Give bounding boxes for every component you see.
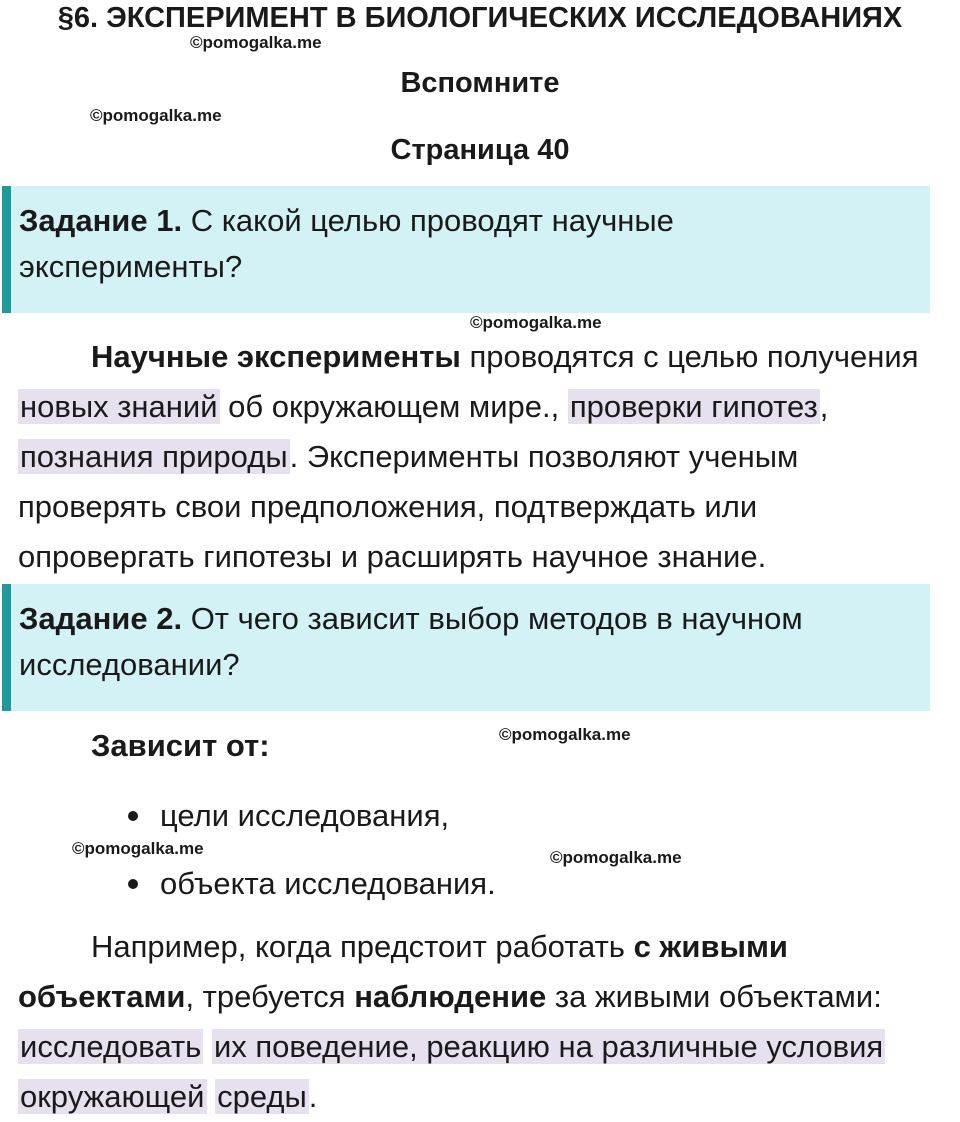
example-text: за живыми объектами: bbox=[546, 979, 882, 1014]
watermark: ©pomogalka.me bbox=[72, 839, 204, 858]
watermark: ©pomogalka.me bbox=[499, 725, 631, 744]
watermark: ©pomogalka.me bbox=[90, 106, 222, 125]
example-text: , требуется bbox=[185, 979, 355, 1014]
highlight: окружающей bbox=[20, 1079, 205, 1114]
highlight: проверки гипотез bbox=[569, 389, 818, 424]
answer-text: об окружающем мире., bbox=[219, 389, 568, 424]
task-1-question-box bbox=[2, 186, 930, 313]
highlight: новых знаний bbox=[20, 389, 218, 424]
section-subtitle: Вспомните bbox=[400, 67, 560, 99]
answer-text: проводятся с целью получения bbox=[460, 339, 919, 374]
task-2-question: От чего зависит выбор методов в научном bbox=[182, 601, 803, 636]
watermark: ©pomogalka.me bbox=[470, 313, 602, 332]
answer-text: . Эксперименты позволяют ученым bbox=[289, 439, 799, 474]
page-title: §6. ЭКСПЕРИМЕНТ В БИОЛОГИЧЕСКИХ ИССЛЕДОВАНИЯХ bbox=[57, 2, 903, 34]
highlight: познания природы bbox=[20, 439, 288, 474]
task-2-label: Задание 2. bbox=[19, 601, 183, 636]
watermark: ©pomogalka.me bbox=[190, 33, 322, 52]
task-1-question-cont: эксперименты? bbox=[19, 249, 243, 284]
answer-text: опровергать гипотезы и расширять научное знание. bbox=[18, 539, 767, 574]
bullet-icon bbox=[128, 879, 138, 889]
watermark: ©pomogalka.me bbox=[550, 848, 682, 867]
example-bold: с живыми bbox=[633, 929, 788, 964]
task-1-question: С какой целью проводят научные bbox=[182, 203, 674, 238]
task-2-question-box bbox=[2, 584, 930, 711]
task-1-label: Задание 1. bbox=[19, 203, 183, 238]
bullet-icon bbox=[128, 811, 138, 821]
highlight: исследовать bbox=[20, 1029, 202, 1064]
example-text: . bbox=[308, 1079, 318, 1114]
example-text: Например, когда предстоит работать bbox=[91, 929, 634, 964]
task-1-answer bbox=[18, 332, 958, 582]
list-item bbox=[128, 864, 496, 904]
list-item-text: цели исследования, bbox=[160, 798, 450, 833]
list-item-text: объекта исследования. bbox=[160, 866, 496, 901]
list-item bbox=[128, 796, 449, 836]
example-bold: объектами bbox=[18, 979, 186, 1014]
highlight: среды bbox=[217, 1079, 307, 1114]
depends-heading: Зависит от: bbox=[91, 728, 270, 763]
answer-text: проверять свои предположения, подтверждать или bbox=[18, 489, 758, 524]
page-number: Страница 40 bbox=[390, 134, 570, 166]
answer-text: , bbox=[819, 389, 829, 424]
task-2-question-cont: исследовании? bbox=[19, 647, 240, 682]
example-bold: наблюдение bbox=[354, 979, 547, 1014]
task-2-example bbox=[18, 922, 958, 1122]
answer-bold-term: Научные эксперименты bbox=[91, 339, 461, 374]
highlight: их поведение, реакцию на различные условия bbox=[213, 1029, 884, 1064]
